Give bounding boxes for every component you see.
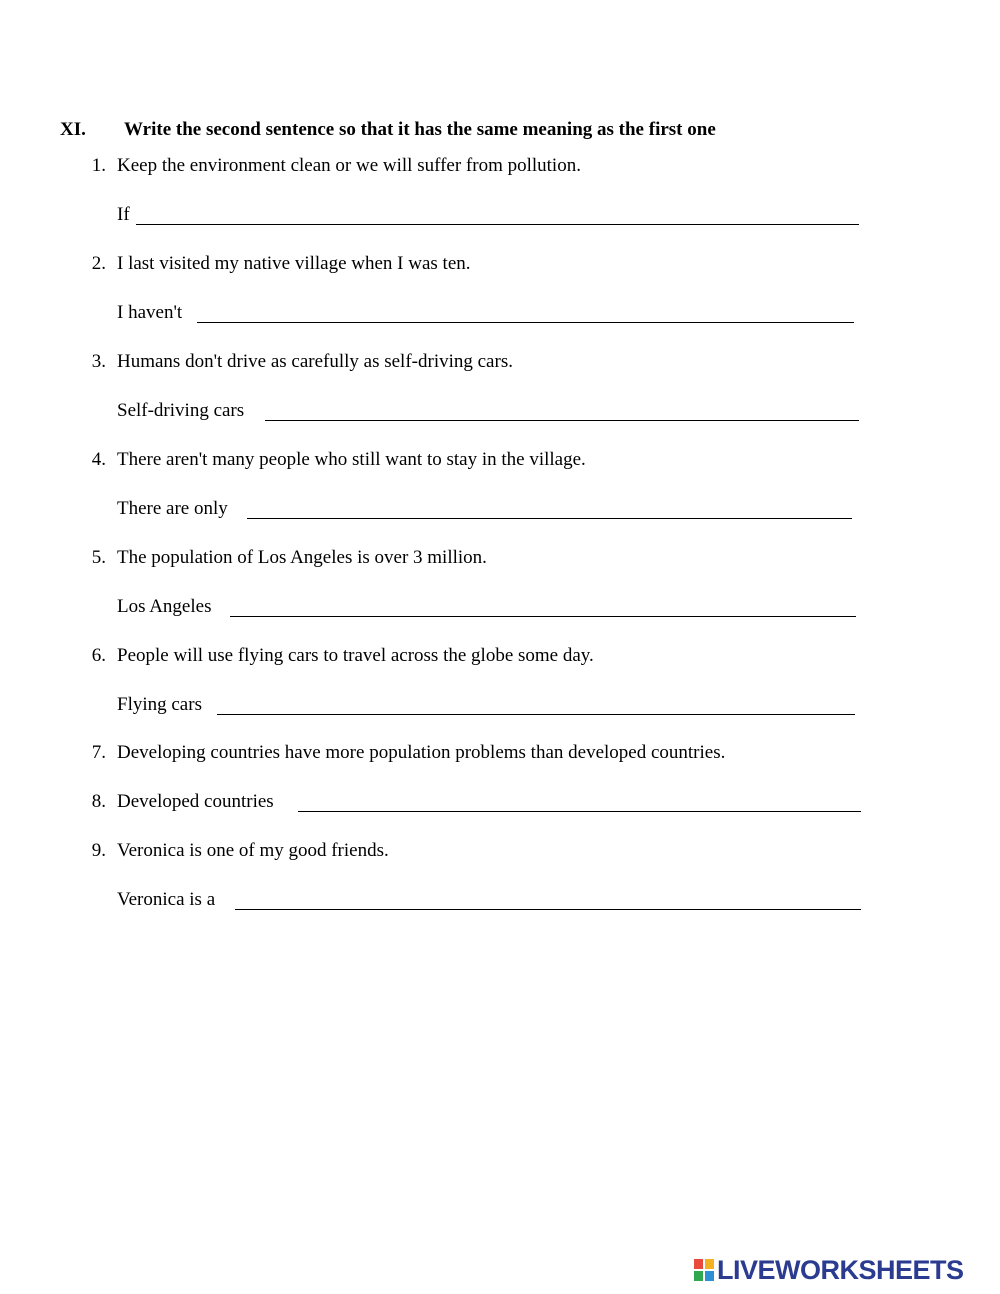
item-number: 8. [91, 791, 106, 812]
answer-prompt: Los Angeles [117, 596, 212, 617]
liveworksheets-logo [693, 1256, 964, 1284]
item-sentence: Keep the environment clean or we will suffer from pollution. [117, 155, 581, 176]
answer-prompt: If [117, 204, 130, 225]
logo-blocks-icon [693, 1258, 715, 1282]
answer-blank[interactable] [298, 811, 861, 812]
answer-blank[interactable] [265, 420, 859, 421]
item-sentence: People will use flying cars to travel across the globe some day. [117, 645, 594, 666]
item-sentence: Developing countries have more population problems than developed countries. [117, 742, 726, 763]
answer-blank[interactable] [197, 322, 854, 323]
item-number: 3. [91, 351, 106, 372]
item-sentence: The population of Los Angeles is over 3 million. [117, 547, 487, 568]
section-title: Write the second sentence so that it has the same meaning as the first one [124, 119, 716, 140]
item-number: 2. [91, 253, 106, 274]
answer-prompt: Veronica is a [117, 889, 216, 910]
answer-prompt: There are only [117, 498, 228, 519]
item-number: 4. [91, 449, 106, 470]
answer-prompt: Self-driving cars [117, 400, 245, 421]
item-number: 7. [91, 742, 106, 763]
item-number: 5. [91, 547, 106, 568]
answer-blank[interactable] [136, 224, 859, 225]
answer-blank[interactable] [230, 616, 856, 617]
item-number: 1. [91, 155, 106, 176]
logo-text: LIVEWORKSHEETS [717, 1254, 964, 1285]
answer-prompt: Flying cars [117, 694, 202, 715]
item-sentence: Humans don't drive as carefully as self-driving cars. [117, 351, 513, 372]
answer-prompt: I haven't [117, 302, 183, 323]
item-sentence: Developed countries [117, 791, 274, 812]
section-number: XI. [60, 119, 86, 140]
answer-blank[interactable] [235, 909, 861, 910]
answer-blank[interactable] [247, 518, 852, 519]
item-sentence: There aren't many people who still want to stay in the village. [117, 449, 586, 470]
item-number: 9. [91, 840, 106, 861]
item-number: 6. [91, 645, 106, 666]
item-sentence: Veronica is one of my good friends. [117, 840, 389, 861]
answer-blank[interactable] [217, 714, 855, 715]
item-sentence: I last visited my native village when I was ten. [117, 253, 471, 274]
